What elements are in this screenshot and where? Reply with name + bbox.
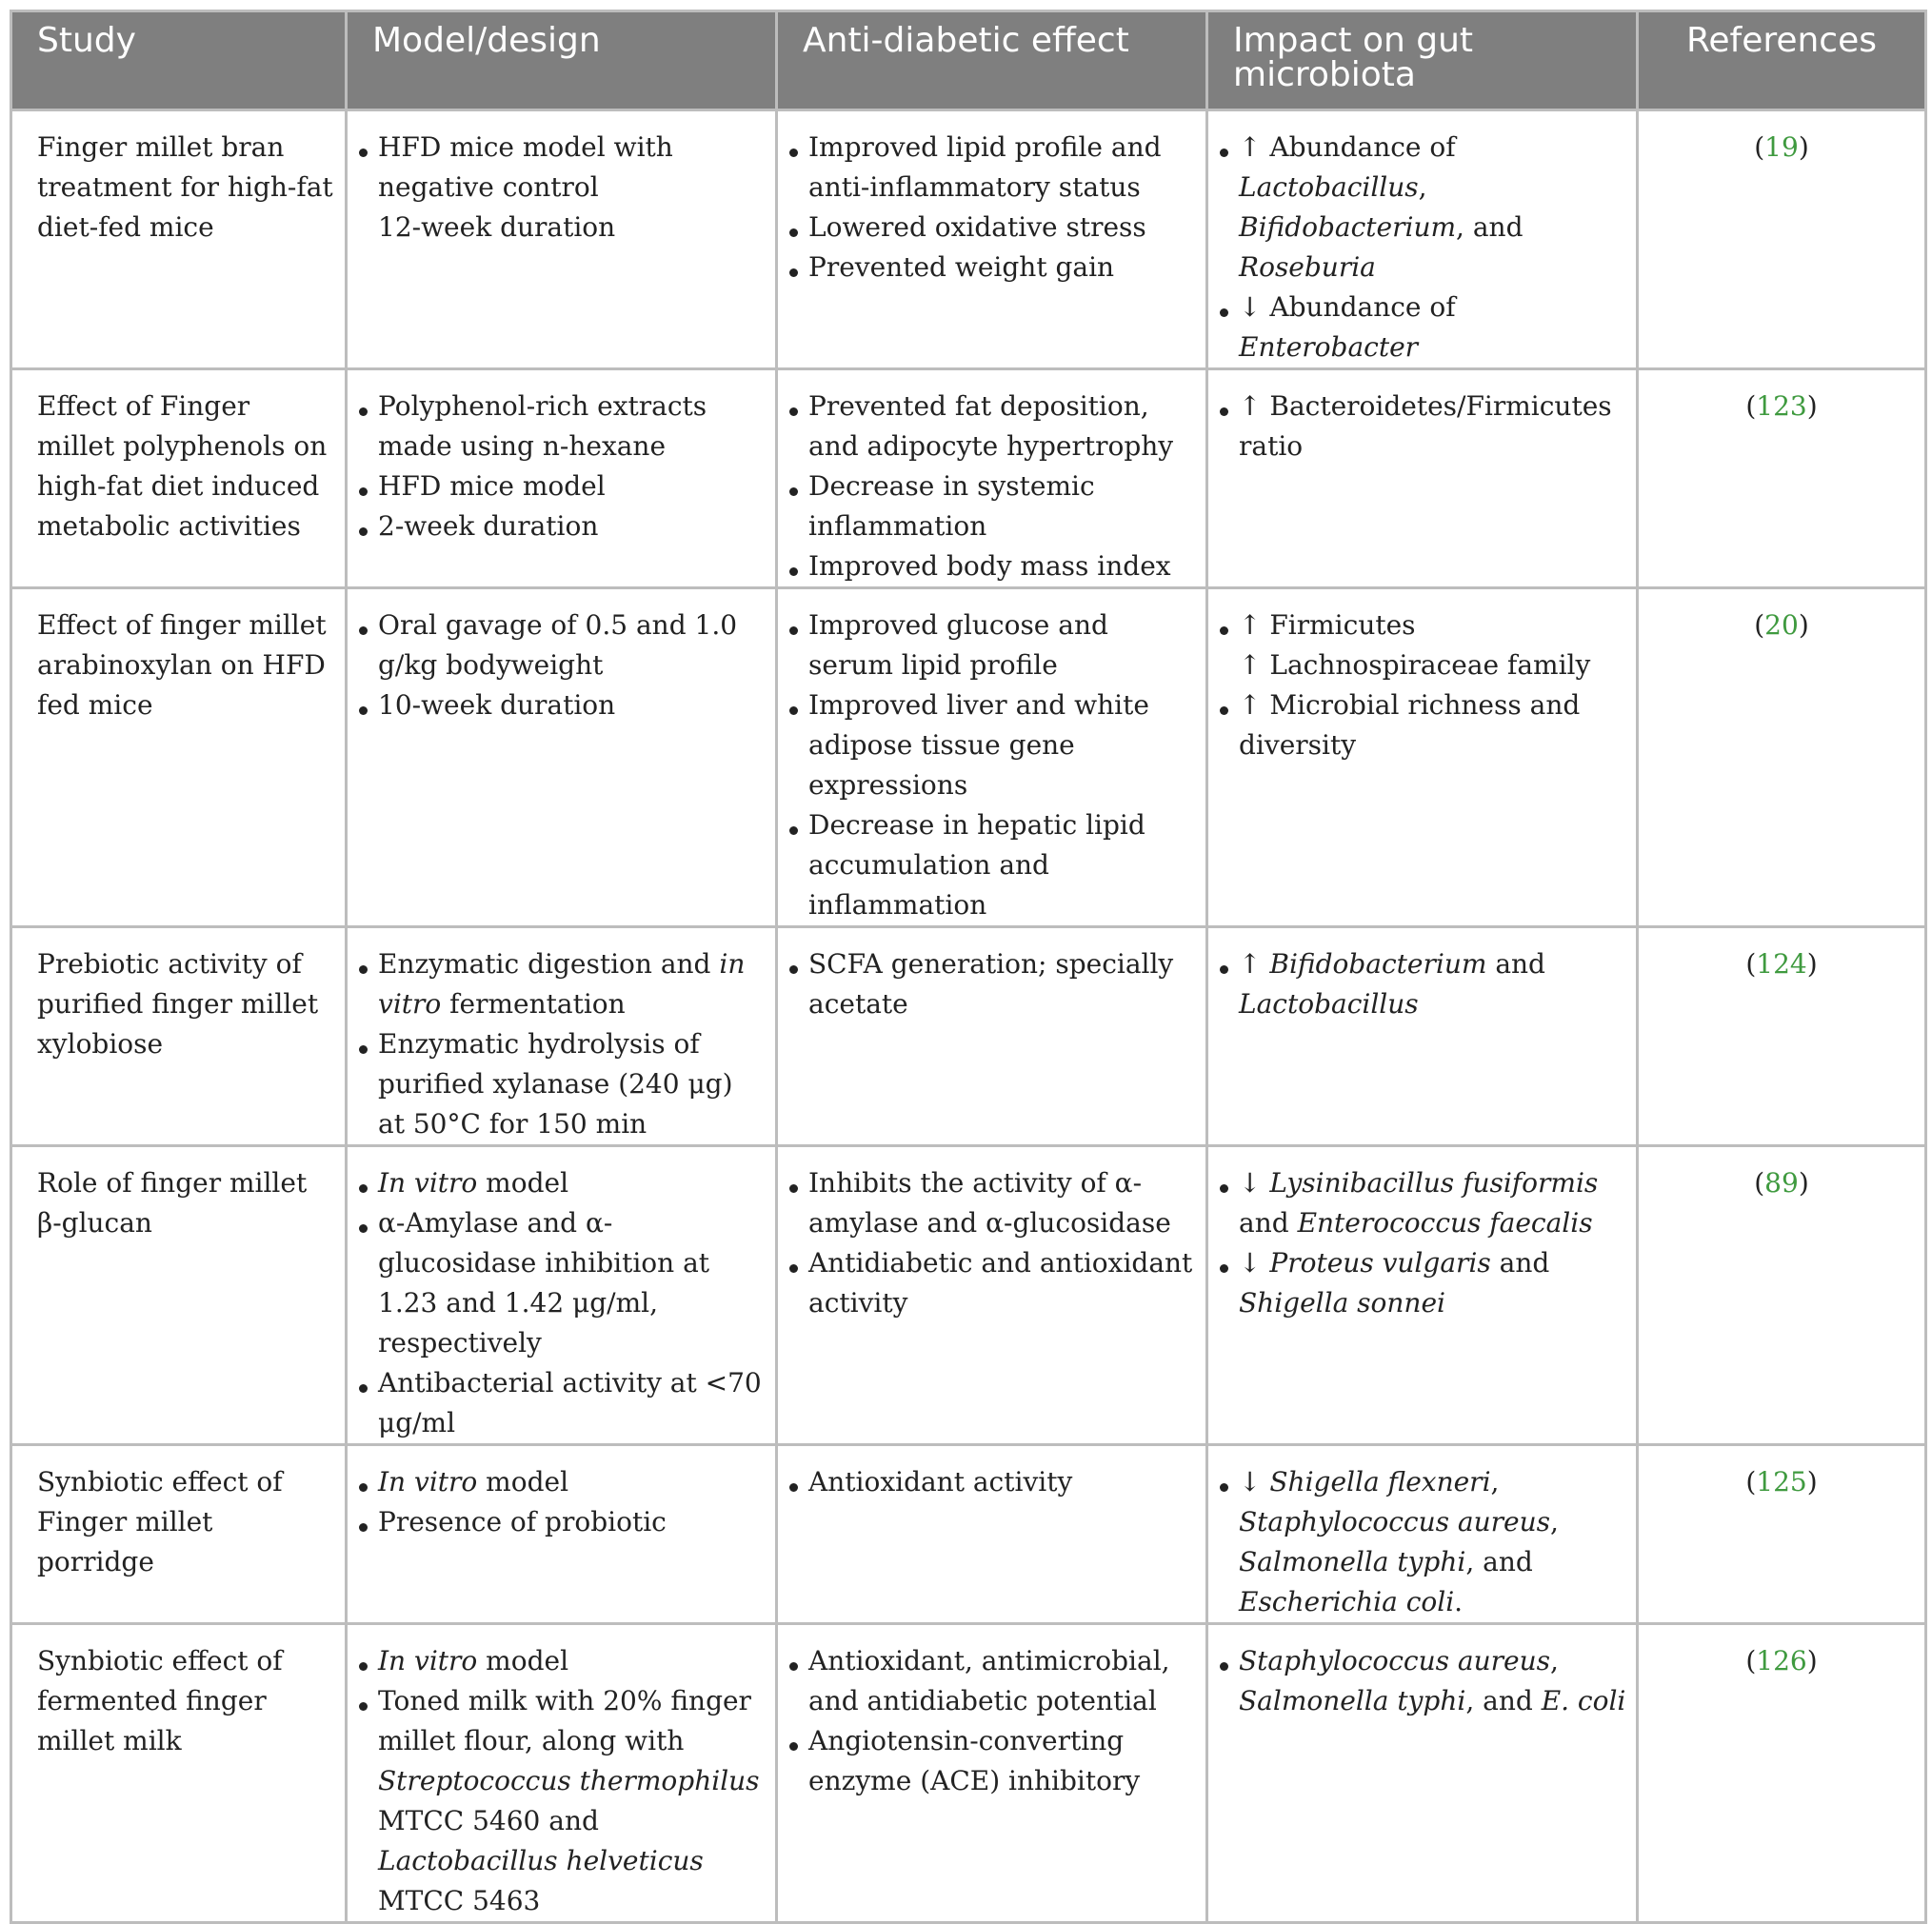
table-row (11, 369, 1926, 588)
list-item (787, 466, 1198, 546)
anti-diabetic-effect-cell (777, 588, 1207, 927)
model-design-cell-list (357, 1641, 767, 1921)
anti-diabetic-effect-cell-list (787, 1641, 1198, 1801)
text-segment: Improved liver and white adipose tissue gene expressions (808, 689, 1149, 801)
list-item (1218, 128, 1628, 288)
list-item (357, 1462, 767, 1502)
list-item (1218, 1462, 1628, 1622)
text-segment: MTCC 5463 (378, 1885, 541, 1916)
gut-microbiota-cell-list (1218, 1163, 1628, 1323)
text-segment: Antioxidant activity (808, 1466, 1073, 1498)
study-table (10, 10, 1927, 1924)
gut-microbiota-cell (1207, 369, 1638, 588)
reference-cell: (19) (1638, 110, 1926, 369)
anti-diabetic-effect-cell (777, 369, 1207, 588)
italic-text: Staphylococcus aureus (1239, 1506, 1551, 1537)
text-segment: Presence of probiotic (378, 1506, 667, 1537)
gut-microbiota-cell-list (1218, 944, 1628, 1024)
list-item (787, 546, 1198, 586)
text-segment: and (1486, 948, 1545, 980)
anti-diabetic-effect-cell-list (787, 387, 1198, 586)
text-segment: Polyphenol-rich extracts made using n-hexane (378, 390, 707, 462)
italic-text: Lactobacillus helveticus (378, 1845, 704, 1876)
anti-diabetic-effect-cell (777, 1445, 1207, 1624)
list-item (787, 208, 1198, 248)
text-segment: model (477, 1645, 569, 1676)
text-segment: Prevented fat deposition, and adipocyte hypertrophy (808, 390, 1174, 462)
text-segment: Lowered oxidative stress (808, 211, 1146, 243)
italic-text: in vitro (378, 948, 746, 1020)
list-item (1218, 944, 1628, 1024)
header-gut-microbiota-impact: Impact on gut microbiota (1207, 11, 1638, 110)
list-item (1218, 605, 1628, 645)
text-segment: fermentation (441, 988, 626, 1020)
list-item (787, 248, 1198, 288)
text-segment: Decrease in systemic inflammation (808, 470, 1095, 542)
study-cell: Prebiotic activity of purified finger millet xylobiose (11, 927, 347, 1146)
anti-diabetic-effect-cell (777, 1624, 1207, 1923)
list-item (787, 685, 1198, 805)
text-segment: , and (1465, 1546, 1533, 1577)
text-segment: 2-week duration (378, 510, 599, 542)
list-item (357, 128, 767, 208)
text-segment: Angiotensin-converting enzyme (ACE) inhibitory (808, 1725, 1141, 1796)
model-design-cell (347, 110, 777, 369)
list-item (787, 1721, 1198, 1801)
gut-microbiota-cell-list (1218, 1462, 1628, 1622)
list-item (787, 944, 1198, 1024)
table-row (11, 1624, 1926, 1923)
list-item (357, 1502, 767, 1542)
gut-microbiota-cell-list (1218, 387, 1628, 466)
anti-diabetic-effect-cell-list (787, 128, 1198, 288)
italic-text: Lactobacillus (1239, 988, 1419, 1020)
text-segment: Decrease in hepatic lipid accumulation and inflammation (808, 809, 1145, 921)
list-item (787, 805, 1198, 925)
italic-text: Enterobacter (1239, 331, 1419, 363)
list-item (1218, 1641, 1628, 1721)
header-model-design: Model/design (347, 11, 777, 110)
gut-microbiota-cell (1207, 588, 1638, 927)
text-segment: MTCC 5460 and (378, 1805, 599, 1836)
text-segment: Oral gavage of 0.5 and 1.0 g/kg bodyweight (378, 609, 738, 681)
model-design-cell (347, 1445, 777, 1624)
reference-link[interactable]: 20 (1764, 609, 1799, 641)
text-segment: Improved glucose and serum lipid profile (808, 609, 1108, 681)
italic-text: Streptococcus thermophilus (378, 1765, 760, 1796)
text-segment: HFD mice model (378, 470, 606, 502)
table-row (11, 1445, 1926, 1624)
italic-text: Shigella sonnei (1239, 1287, 1445, 1319)
table-row (11, 588, 1926, 927)
list-item (787, 1462, 1198, 1502)
model-design-cell-list (357, 128, 767, 248)
text-segment: , (1550, 1645, 1559, 1676)
study-cell: Effect of Finger millet polyphenols on high-fat diet induced metabolic activities (11, 369, 347, 588)
model-design-cell-list (357, 605, 767, 725)
gut-microbiota-cell-list (1218, 605, 1628, 765)
text-segment: Antibacterial activity at <70 μg/ml (378, 1367, 762, 1438)
text-segment: , (1418, 171, 1427, 203)
list-item (357, 1024, 767, 1144)
list-item (787, 1163, 1198, 1243)
text-segment: Toned milk with 20% finger millet flour, along with (378, 1685, 751, 1756)
text-segment: Improved body mass index (808, 550, 1171, 582)
header-row (11, 11, 1926, 110)
text-segment: ↑ Abundance of (1239, 131, 1456, 163)
reference-link[interactable]: 124 (1756, 948, 1807, 980)
list-item (357, 605, 767, 685)
text-segment: Prevented weight gain (808, 251, 1115, 283)
header-references: References (1638, 11, 1926, 110)
italic-text: Roseburia (1239, 251, 1376, 283)
anti-diabetic-effect-cell (777, 927, 1207, 1146)
text-segment: Antidiabetic and antioxidant activity (808, 1247, 1193, 1319)
list-item (1218, 645, 1628, 685)
text-segment: Enzymatic digestion and (378, 948, 720, 980)
text-segment: ↑ Firmicutes (1239, 609, 1416, 641)
text-segment: , (1490, 1466, 1500, 1498)
list-item (357, 1681, 767, 1921)
gut-microbiota-cell-list (1218, 128, 1628, 367)
model-design-cell-list (357, 387, 767, 546)
italic-text: Staphylococcus aureus (1239, 1645, 1551, 1676)
list-item (357, 466, 767, 506)
model-design-cell-list (357, 944, 767, 1144)
reference-cell: (123) (1638, 369, 1926, 588)
italic-text: In vitro (378, 1645, 478, 1676)
italic-text: Shigella flexneri (1269, 1466, 1491, 1498)
reference-cell: (125) (1638, 1445, 1926, 1624)
study-cell: Role of finger millet β-glucan (11, 1146, 347, 1445)
text-segment: Improved lipid profile and anti-inflammatory status (808, 131, 1162, 203)
model-design-cell-list (357, 1163, 767, 1443)
study-cell: Finger millet bran treatment for high-fat diet-fed mice (11, 110, 347, 369)
list-item (787, 1641, 1198, 1721)
header-study: Study (11, 11, 347, 110)
italic-text: Salmonella typhi (1239, 1685, 1466, 1716)
italic-text: Salmonella typhi (1239, 1546, 1466, 1577)
list-item (787, 128, 1198, 208)
text-segment: α-Amylase and α-glucosidase inhibition at 1.23 and 1.42 μg/ml, respectively (378, 1207, 710, 1359)
anti-diabetic-effect-cell (777, 1146, 1207, 1445)
anti-diabetic-effect-cell-list (787, 605, 1198, 925)
list-item (1218, 387, 1628, 466)
list-item (357, 1363, 767, 1443)
text-segment: , (1550, 1506, 1559, 1537)
italic-text: In vitro (378, 1466, 478, 1498)
text-segment: ↓ (1239, 1247, 1270, 1279)
reference-cell: (124) (1638, 927, 1926, 1146)
italic-text: In vitro (378, 1167, 478, 1199)
reference-link[interactable]: 123 (1756, 390, 1807, 422)
reference-cell: (20) (1638, 588, 1926, 927)
italic-text: Bifidobacterium (1269, 948, 1487, 980)
reference-link[interactable]: 126 (1756, 1645, 1807, 1676)
reference-link[interactable]: 19 (1764, 131, 1799, 163)
model-design-cell (347, 927, 777, 1146)
anti-diabetic-effect-cell-list (787, 1163, 1198, 1323)
text-segment: ↑ Bacteroidetes/Firmicutes ratio (1239, 390, 1612, 462)
list-item (357, 208, 767, 248)
list-item (1218, 288, 1628, 367)
header-anti-diabetic-effect: Anti-diabetic effect (777, 11, 1207, 110)
list-item (357, 944, 767, 1024)
text-segment: model (477, 1466, 569, 1498)
anti-diabetic-effect-cell (777, 110, 1207, 369)
anti-diabetic-effect-cell-list (787, 1462, 1198, 1502)
italic-text: Bifidobacterium (1239, 211, 1457, 243)
text-segment: , and (1465, 1685, 1542, 1716)
study-cell: Synbiotic effect of Finger millet porridge (11, 1445, 347, 1624)
text-segment: ↑ (1239, 948, 1270, 980)
list-item (1218, 685, 1628, 765)
text-segment: Enzymatic hydrolysis of purified xylanase (240 μg) at 50°C for 150 min (378, 1028, 733, 1140)
model-design-cell (347, 1146, 777, 1445)
list-item (787, 605, 1198, 685)
italic-text: Proteus vulgaris (1269, 1247, 1491, 1279)
gut-microbiota-cell (1207, 110, 1638, 369)
text-segment: ↑ Lachnospiraceae family (1239, 649, 1591, 681)
gut-microbiota-cell (1207, 1445, 1638, 1624)
text-segment: ↑ Microbial richness and diversity (1239, 689, 1581, 761)
gut-microbiota-cell-list (1218, 1641, 1628, 1721)
italic-text: Enterococcus faecalis (1297, 1207, 1593, 1239)
italic-text: Lysinibacillus fusiformis (1269, 1167, 1599, 1199)
study-cell: Synbiotic effect of fermented finger millet milk (11, 1624, 347, 1923)
list-item (357, 387, 767, 466)
italic-text: Lactobacillus (1239, 171, 1419, 203)
list-item (357, 1203, 767, 1363)
reference-cell: (126) (1638, 1624, 1926, 1923)
reference-cell: (89) (1638, 1146, 1926, 1445)
text-segment: Inhibits the activity of α-amylase and α-glucosidase (808, 1167, 1171, 1239)
list-item (357, 506, 767, 546)
list-item (1218, 1163, 1628, 1243)
list-item (1218, 1243, 1628, 1323)
model-design-cell (347, 588, 777, 927)
table-row (11, 110, 1926, 369)
text-segment: model (477, 1167, 569, 1199)
model-design-cell (347, 1624, 777, 1923)
list-item (357, 1641, 767, 1681)
text-segment: and (1239, 1207, 1298, 1239)
gut-microbiota-cell (1207, 1146, 1638, 1445)
model-design-cell-list (357, 1462, 767, 1542)
reference-link[interactable]: 89 (1764, 1167, 1799, 1199)
list-item (357, 685, 767, 725)
gut-microbiota-cell (1207, 1624, 1638, 1923)
anti-diabetic-effect-cell-list (787, 944, 1198, 1024)
italic-text: E. coli (1541, 1685, 1626, 1716)
text-segment: ↓ (1239, 1167, 1270, 1199)
italic-text: Escherichia coli (1239, 1586, 1455, 1617)
text-segment: and (1490, 1247, 1550, 1279)
text-segment: 10-week duration (378, 689, 616, 721)
text-segment: ↓ Abundance of (1239, 291, 1456, 323)
text-segment: ↓ (1239, 1466, 1270, 1498)
study-cell: Effect of finger millet arabinoxylan on HFD fed mice (11, 588, 347, 927)
reference-link[interactable]: 125 (1756, 1466, 1807, 1498)
text-segment: SCFA generation; specially acetate (808, 948, 1174, 1020)
text-segment: , and (1456, 211, 1524, 243)
text-segment: 12-week duration (378, 211, 616, 243)
text-segment: . (1454, 1586, 1464, 1617)
table-row (11, 927, 1926, 1146)
list-item (357, 1163, 767, 1203)
gut-microbiota-cell (1207, 927, 1638, 1146)
table-row (11, 1146, 1926, 1445)
list-item (787, 387, 1198, 466)
list-item (787, 1243, 1198, 1323)
model-design-cell (347, 369, 777, 588)
text-segment: Antioxidant, antimicrobial, and antidiabetic potential (808, 1645, 1170, 1716)
text-segment: HFD mice model with negative control (378, 131, 673, 203)
